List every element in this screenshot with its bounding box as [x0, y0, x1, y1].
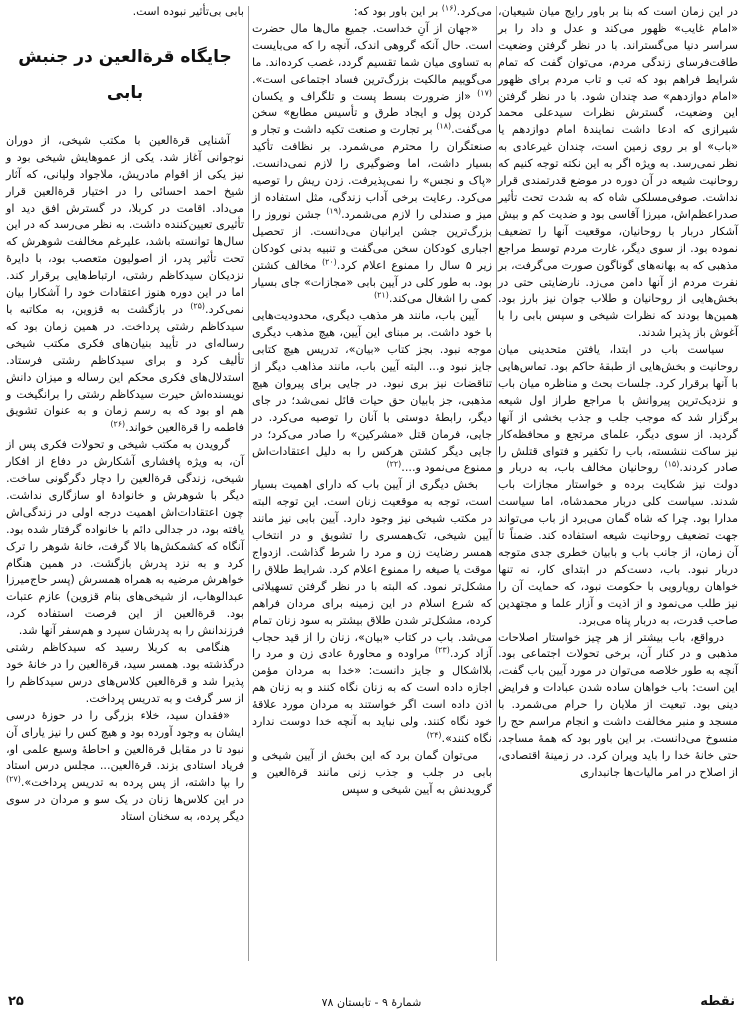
paragraph: سیاست باب در ابتدا، یافتن متحدینی میان روحانیت و بخش‌هایی از طبقهٔ حاکم بود. تماس‌هایی با آنها برقرار کرد. جلسات بحث و مناظره میان باب و نزدیک‌ترین پیروانش با مراجع طراز اول شیعه برگزار شد که موجب جلب و جذب بخشی از آنها گردید. از سوی دیگر، علمای مرتجع و محافظه‌کار نیز ساکت ننشسته، باب را تکفیر و فتوای قتلش را صادر کردند.$^{(۱۵)}$ روحانیان مخالف باب، به دربار و دولت نیز شکایت برده و خواستار مجازات باب شدند. سیاست کلی دربار محمدشاه، اما سیاست مدارا بود. چرا که شاه گمان می‌برد از باب می‌تواند جهت تضعیف روحانیت شیعه استفاده کند. ضمناً تا آن زمان، از جانب باب و بابیان خطری جدی متوجه دربار نبود. باب، دست‌کم در ابتدای کار، نه تنها خواهان رویارویی با حکومت نبود، که حمایت آن را نیز طلب می‌نمود و از اذیت و آزار علما و مجتهدین صاحب قدرت، به دربار پناه می‌برد.	[498, 343, 738, 627]
magazine-name: نقطه	[700, 994, 735, 1009]
paragraph: گرویدن به مکتب شیخی و تحولات فکری پس از آن، به ویژه پافشاری آشکارش در دفاع از افکار شیخی، زندگی قرةالعین را دچار دگرگونی ساخت. دیگر با شوهرش و خانوادهٔ او سازگاری نداشت. چون اعتقادات‌اش اهمیت درجه اولی در زندگی‌اش یافته بود، در جدالی دائم با خانواده گرفتار شده بود. آنگاه که کشمکش‌ها بالا گرفت، خانهٔ شوهر را ترک کرد و به نزد پدرش بازگشت. در همین هنگام خواهرش مرضیه به همراه همسرش (پسر حاج‌میرزا عبدالوهاب، از شیخی‌های بنام قزوین) عازم عتبات بود. قرةالعین از این فرصت استفاده کرد، فرزندانش را به پدرشان سپرد و هم‌سفر آنها شد.	[6, 438, 244, 638]
footnote-marker: (۱۶)	[441, 3, 457, 13]
footnote-marker: (۲۷)	[6, 774, 21, 784]
footnote-marker: (۲۰)	[321, 256, 337, 266]
right-column	[498, 4, 738, 782]
issue-info: شمارهٔ ۹ - تابستان ۷۸	[321, 996, 422, 1009]
column-divider	[496, 6, 497, 961]
paragraph: درواقع، باب بیشتر از هر چیز خواستار اصلاحات مذهبی و در کنار آن، برخی تحولات اجتماعی بود. آنچه به طور خلاصه می‌توان در مورد آیین باب گفت، این است: باب خواهان ساده شدن عبادات و فرایض دینی بود. تبعیت از ملایان را حرام می‌شمرد. با مسجد و منبر مخالفت داشت و انجام مراسم حج را منسوخ می‌دانست. بر این باور بود که همهٔ مساجد، حتی خانهٔ خدا را باید ویران کرد. در زمینهٔ اقتصادی، از اصلاح در امر مالیات‌ها جانبداری	[498, 630, 738, 779]
footnote-marker: (۲۴)	[426, 730, 442, 740]
footnote-marker: (۲۱)	[373, 290, 389, 300]
footnote-marker: (۱۹)	[326, 206, 342, 216]
paragraph: بخش دیگری از آیین باب که دارای اهمیت بسیار است، توجه به موقعیت زنان است. این توجه البته در مکتب شیخی نیز وجود دارد. آیین بابی نیز مانند آیین شیخی، تک‌همسری را تشویق و در انتخاب همسر رضایت زن و مرد را شرط گذاشت. ازدواج موقت یا صیغه را ممنوع اعلام کرد. شرایط طلاق را مشکل‌تر نمود. که البته با در نظر گرفتن تسهیلاتی که شرع اسلام در این زمینه برای مردان فراهم کرده، مشکل‌تر شدن طلاق بیشتر به سود زنان تمام می‌شد. باب در کتاب «بیان»، زنان را از قید حجاب آزاد کرد.$^{(۲۳)}$ مراوده و محاورهٔ عادی زن و مرد را بلااشکال و جایز دانست: «خدا به مردان مؤمن اجازه داده است که به زنان نگاه کنند و به زنان هم اذن داده است اگر خواستند به مردان مورد علاقهٔ خود نگاه کنند. ولی نباید به آنچه خدا دوست ندارد نگاه کنند».$^{(۲۴)}$	[252, 478, 492, 745]
page-footer	[0, 994, 743, 1016]
footnote-marker: (۲۲)	[386, 459, 402, 469]
footnote-marker: (۱۸)	[436, 121, 452, 131]
footnote-marker: (۲۶)	[110, 419, 126, 429]
column-divider	[248, 6, 249, 961]
middle-column	[252, 4, 492, 799]
paragraph: «فقدان سید، خلاء بزرگی را در حوزهٔ درسی ایشان به وجود آورده بود و هیچ کس را نیز یارای آن نبود تا در مقابل قرةالعین و احاطهٔ وسیع علمی او، فریاد استادی بزند. قرةالعین... مجلس درس استاد را بپا داشته، از پس پرده به تدریس پرداخت».$^{(۲۷)}$ در این کلاس‌ها زنان در یک سو و مردان در سوی دیگر پرده، به سخنان استاد	[6, 708, 244, 824]
footnote-marker: (۱۵)	[664, 459, 680, 469]
footnote-marker: (۱۷)	[477, 87, 492, 97]
page-number: ۲۵	[8, 994, 24, 1009]
left-column	[6, 4, 244, 826]
paragraph: می‌کرد.$^{(۱۶)}$ بر این باور بود که:	[353, 3, 492, 18]
footnote-marker: (۲۳)	[434, 645, 450, 655]
paragraph: «جهان از آنِ خداست. جمیع مال‌ها مال حضرت است. حال آنکه گروهی اندک، آنچه را که می‌بایست به تساوی میان شما تقسیم گردد، غصب کرده‌اند. ما می‌گوییم مالکیت بزرگ‌ترین فساد اجتماعی است».$^{(۱۷)}$ «از ضرورت بسط پست و تلگراف و یکسان کردن پول و ایجاد طرق و تأسیس مطابع» سخن می‌گفت.$^{(۱۸)}$ بر تجارت و صنعت تکیه داشت و تجار و صنعتگران را محترم می‌شمرد. بر نظافت تأکید بسیار داشت، اما وضوگیری را لازم نمی‌دانست. «پاک و نجس» را نمی‌پذیرفت. زدن ریش را توصیه می‌کرد. رعایت برخی آداب زندگی، مثل استفاده از میز و صندلی را لازم می‌شمرد.$^{(۱۹)}$ جشن نوروز را بزرگ‌ترین جشن ایرانیان می‌دانست. از تحصیل اجباری کودکان سخن می‌گفت و تنبیه بدنی کودکان زیر ۵ سال را ممنوع اعلام کرد.$^{(۲۰)}$ مخالف کشتن بود. به طور کلی در آیین بابی «مجازات» جای بسیار کمی را اشغال می‌کند.$^{(۲۱)}$	[252, 21, 493, 306]
paragraph: می‌توان گمان برد که این بخش از آیین شیخی و بابی در جلب و جذب زنی مانند قرةالعین و گرویدنش به آیین شیخی و سپس	[252, 748, 492, 796]
paragraph: آشنایی قرةالعین با مکتب شیخی، از دوران نوجوانی آغاز شد. یکی از عموهایش شیخی بود و نیز یکی از اقوام مادریش، ملاجواد ولیانی، که آثار شیخ احمد احسائی را در اختیار قرةالعین قرار می‌داد. اقامت در کربلا، در گسترش افق دید او تأثیری تعیین‌کننده داشت. به نظر می‌رسد که در این سال‌ها توانسته باشد، علیرغم مخالفت شوهرش که تحت تأثیر پدر، از اصولیون متعصب بود، با دایرهٔ نزدیکان سیدکاظم رشتی، ارتباط‌هایی برقرار کند. اما در این دوره هنوز اعتقادات خود را آشکارا بیان نمی‌کرد.$^{(۲۵)}$ در بازگشت به قزوین، به مکاتبه با سیدکاظم رشتی پرداخت. در همین زمان بود که رساله‌ای در تأیید بنیان‌های فکری مکتب شیخی تألیف کرد و برای سیدکاظم رشتی فرستاد. استدلال‌های فکری محکم این رساله و میزان دانش نویسنده‌اش حیرت سیدکاظم رشتی را برانگیخت و هم او بود که به رسم زمان و به عنوان تشویق فاطمه را قرةالعین خواند.$^{(۲۶)}$	[6, 133, 244, 435]
section-heading: جایگاه قرةالعین در جنبش	[18, 46, 232, 67]
paragraph: هنگامی به کربلا رسید که سیدکاظم رشتی درگذشته بود. همسر سید، قرةالعین را در خانهٔ خود پذیرا شد و قرةالعین کلاس‌های درس سیدکاظم را از سر گرفت و به تدریس پرداخت.	[6, 641, 244, 705]
section-heading-continued: بابی	[106, 82, 144, 103]
paragraph: بابی بی‌تأثیر نبوده است.	[132, 5, 244, 18]
paragraph: در این زمان است که بنا بر باور رایج میان شیعیان، «امام غایب» ظهور می‌کند و عدل و داد را بر سراسر دنیا می‌گستراند. با در نظر گرفتن وضعیت طاقت‌فرسای زندگی مردم، می‌توان گفت که تمام شرایط فراهم بود که تب و تاب مردم برای ظهور «امام دوازدهم» صد چندان شود. با در نظر گرفتن این وضعیت، گسترش نظرات سیدعلی محمد شیرازی که ادعا داشت نمایندهٔ امام دوازدهم یا «باب» او بر روی زمین است، چندان غیرعادی به نظر نمی‌رسد. به ویژه اگر به این نکته توجه کنیم که روحانیت شیعه در آن دوره در موضع قدرتمندی قرار نداشت. صوفی‌مسلکی شاه که به شدت تحت تأثیر صدراعظم‌اش، میرزا آقاسی بود و ضدیت کم و بیش آشکار دربار با روحانیان، موقعیت آنها را تضعیف نموده بود. از سوی دیگر، غارت مردم توسط مراجع مذهبی که به بهانه‌های گوناگون صورت می‌گرفت، بر نفرت مردم از آنها دامن می‌زد. نارضایتی حتی در بخش‌هایی از روحانیان و طلاب جوان نیز بارز بود. همین‌ها بودند که نظرات شیخی و سپس بابی را با آغوش باز پذیرا شدند.	[498, 5, 738, 340]
footnote-marker: (۲۵)	[190, 301, 206, 311]
paragraph: آیین باب، مانند هر مذهب دیگری، محدودیت‌هایی با خود داشت. بر مبنای این آیین، هیچ مذهب دیگری موجه نبود. بجز کتاب «بیان»، تدریس هیچ کتابی جایز نبود و... البته آیین باب، مانند مذاهب دیگر از تناقضات نیز بری نبود. در جایی برای پیروان هیچ مذهبی، جز بابیان حق حیات قائل نمی‌شد؛ در جای دیگر، رابطهٔ دوستی با آنان را توصیه می‌کرد. در جایی، فرمان قتل «مشرکین» را صادر می‌کرد؛ در جایی دیگر کشتن هرکس را به دلیل اعتقادات‌اش ممنوع می‌نمود و....$^{(۲۲)}$	[252, 309, 492, 475]
